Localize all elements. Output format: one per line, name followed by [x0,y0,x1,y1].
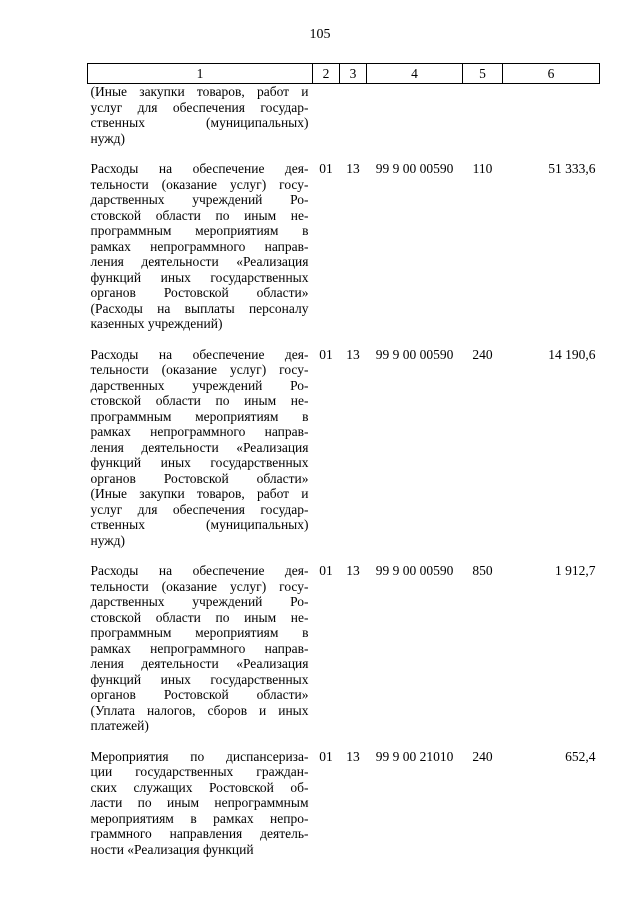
row-spacer [88,548,600,563]
description-line: тельности (оказание услуг) госу- [90,578,309,594]
description-line: тельности (оказание услуг) госу- [90,176,309,192]
subsection-code-cell: 13 [346,748,360,764]
amount-cell: 14 190,6 [548,346,596,362]
description-line: дарственных учреждений Ро- [90,192,309,207]
column-header-3: 3 [340,64,367,84]
section-code-cell: 01 [319,748,333,764]
description-line: ласти по иным непрограммным [90,795,309,810]
target-article-code-cell: 99 9 00 00590 [375,563,454,578]
table-row [88,749,600,858]
row-spacer-cell [88,548,600,563]
description-line: платежей) [90,718,149,733]
description-cell [88,563,313,734]
section-code-cell: 01 [319,563,333,578]
description-line: (Уплата налогов, сборов и иных [90,702,309,718]
subsection-code-cell: 13 [346,161,360,176]
table-row [88,347,600,549]
description-line: услуг для обеспечения государ- [90,99,309,115]
amount-cell: 652,4 [565,748,596,764]
column-header-4: 4 [367,64,463,84]
expense-type-code-cell: 240 [472,346,493,362]
description-line: дарственных учреждений Ро- [90,594,309,609]
description-cell [88,84,313,147]
expense-type-code-cell: 240 [472,748,493,764]
description-line: (Иные закупки товаров, работ и [90,84,309,99]
description-line: ления деятельности «Реализация [90,254,309,269]
page-number: 105 [309,27,331,42]
description-line: рамках непрограммного направ- [90,424,309,439]
target-article-code-cell: 99 9 00 00590 [375,346,454,362]
column-header-6: 6 [503,64,600,84]
description-line: казенных учреждений) [90,316,223,331]
budget-table [87,63,600,857]
target-article-code-cell: 99 9 00 00590 [375,161,454,176]
description-line: граммного направления деятель- [90,826,309,841]
description-line: ления деятельности «Реализация [90,439,309,455]
description-line: Мероприятия по диспансериза- [90,748,309,764]
description-line: функций иных государственных [90,671,309,687]
table-row [88,161,600,332]
description-line: нужд) [90,130,125,146]
description-line: ственных (муниципальных) [90,517,309,532]
description-line: Расходы на обеспечение дея- [90,161,309,176]
description-line: услуг для обеспечения государ- [90,501,309,517]
section-code-cell: 01 [319,161,333,176]
table-header-row [88,64,600,84]
description-line: программным мероприятиям в [90,408,309,424]
row-spacer-cell [88,734,600,749]
subsection-code-cell: 13 [346,346,360,362]
table-row [88,563,600,734]
amount-cell: 51 333,6 [548,161,596,176]
row-spacer-cell [88,146,600,161]
description-line: программным мероприятиям в [90,223,309,238]
row-spacer-cell [88,332,600,347]
description-line: нужд) [90,532,125,548]
description-line: рамках непрограммного направ- [90,640,309,656]
description-line: программным мероприятиям в [90,625,309,640]
description-line: органов Ростовской области» [90,285,309,300]
description-cell [88,161,313,332]
description-line: (Расходы на выплаты персоналу [90,300,309,316]
target-article-code-cell [367,84,463,147]
target-article-code-cell: 99 9 00 21010 [375,748,454,764]
subsection-code-cell [340,84,367,147]
description-line: Расходы на обеспечение дея- [90,563,309,578]
description-line: Расходы на обеспечение дея- [90,346,309,362]
description-line: органов Ростовской области» [90,687,309,702]
row-spacer [88,734,600,749]
description-line: ских служащих Ростовской об- [90,779,309,795]
section-code-cell: 01 [319,346,333,362]
column-header-2: 2 [313,64,340,84]
description-line: органов Ростовской области» [90,470,309,486]
row-spacer [88,146,600,161]
description-line: дарственных учреждений Ро- [90,377,309,393]
section-code-cell [313,84,340,147]
description-cell [88,749,313,858]
description-cell [88,347,313,549]
subsection-code-cell: 13 [346,563,360,578]
description-line: ления деятельности «Реализация [90,656,309,671]
description-line: стовской области по иным не- [90,207,309,223]
description-line: стовской области по иным не- [90,609,309,625]
description-line: рамках непрограммного направ- [90,238,309,254]
description-line: тельности (оказание услуг) госу- [90,362,309,377]
description-line: ции государственных граждан- [90,764,309,779]
description-line: ности «Реализация функций [90,841,254,857]
amount-cell [503,84,600,147]
column-header-5: 5 [463,64,503,84]
description-line: функций иных государственных [90,455,309,470]
expense-type-code-cell: 850 [472,563,493,578]
table-body [88,84,600,858]
amount-cell: 1 912,7 [555,563,596,578]
description-line: ственных (муниципальных) [90,115,309,130]
expense-type-code-cell: 110 [472,161,493,176]
description-line: мероприятиям в рамках непро- [90,810,309,826]
row-spacer [88,332,600,347]
column-header-1: 1 [88,64,313,84]
description-line: функций иных государственных [90,269,309,285]
table-row [88,84,600,147]
description-line: стовской области по иным не- [90,393,309,408]
expense-type-code-cell [463,84,503,147]
description-line: (Иные закупки товаров, работ и [90,486,309,501]
